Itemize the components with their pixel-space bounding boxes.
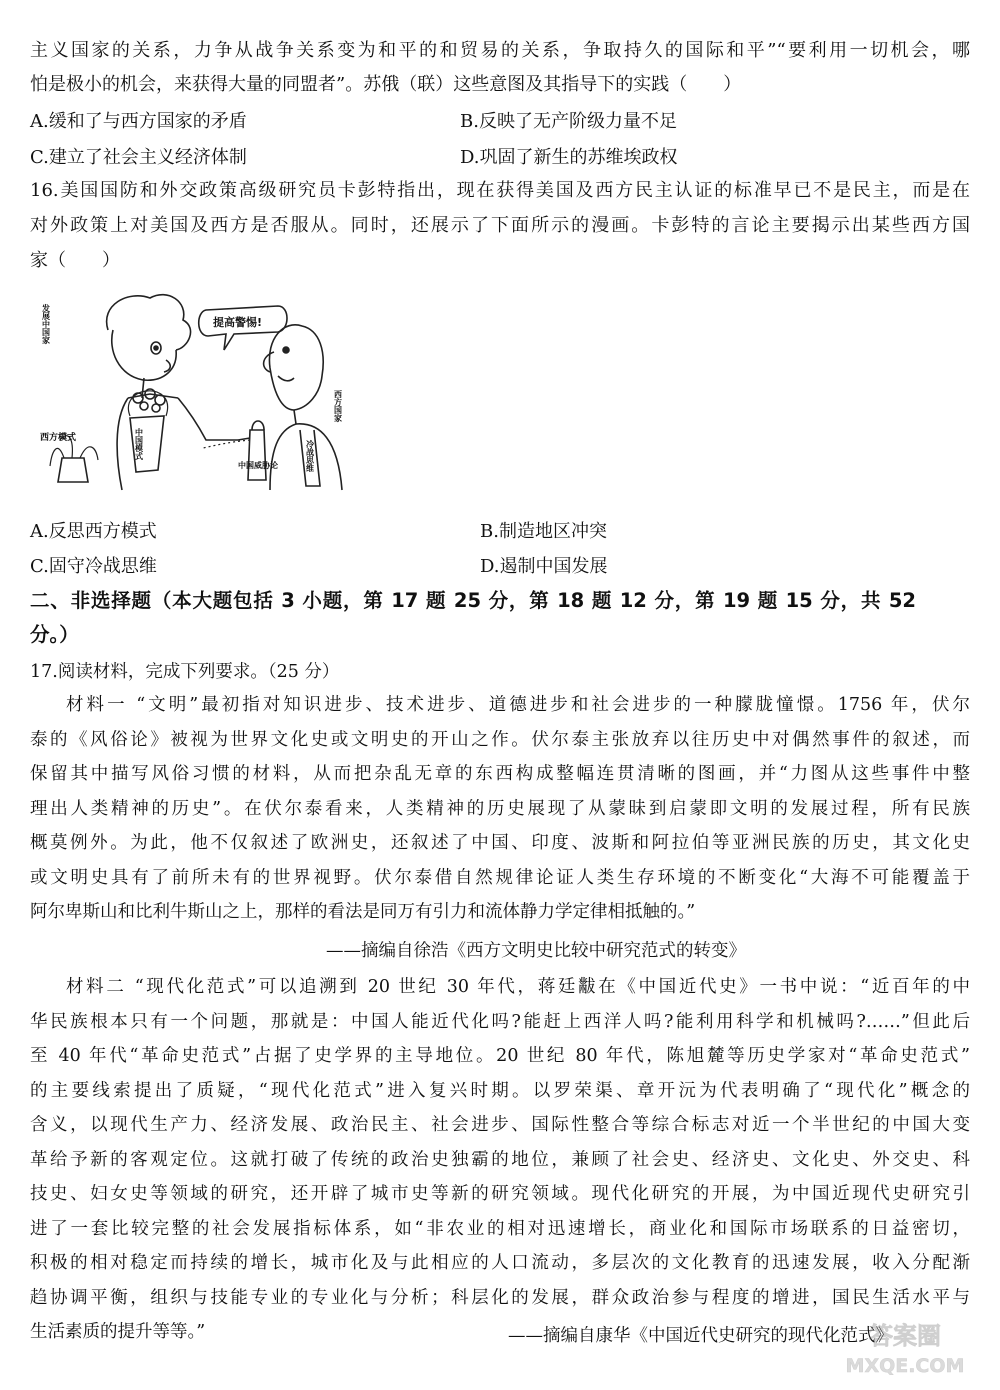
q15-option-b: B.反映了无产阶级力量不足 xyxy=(460,111,677,132)
material1-line: 或文明史具有了前所未有的世界视野。伏尔泰借自然规律论证人类生存环境的不断变化“大海不可能覆盖于 xyxy=(30,867,970,888)
material1-line: 泰的《风俗论》被视为世界文化史或文明史的开山之作。伏尔泰主张放弃以往历史中对偶然事件的叙述，而 xyxy=(30,729,970,750)
label-cold-war-mind: 冷战思维 xyxy=(305,440,315,472)
material2-line: 至 40 年代“革命史范式”占据了史学界的主导地位。20 世纪 80 年代，陈旭麓等历史学家对“革命史范式” xyxy=(30,1046,970,1066)
material1-line: 概莫例外。为此，他不仅叙述了欧洲史，还叙述了中国、印度、波斯和阿拉伯等亚洲民族的历史，其文化史 xyxy=(30,833,970,853)
material2-line: 进了一套比较完整的社会发展指标体系，如“非农业的相对迅速增长，商业化和国际市场联系的日益密切， xyxy=(30,1218,970,1239)
section2-heading-line-1: 二、非选择题（本大题包括 3 小题，第 17 题 25 分，第 18 题 12 分，第 19 题 15 分，共 52 xyxy=(30,589,916,612)
material1-source: ——摘编自徐浩《西方文明史比较中研究范式的转变》 xyxy=(326,941,746,961)
material1-line: 理出人类精神的历史”。在伏尔泰看来，人类精神的历史展现了从蒙昧到启蒙即文明的发展过程，所有民族 xyxy=(30,798,970,819)
q15-line-1: 主义国家的关系，力争从战争关系变为和平的和贸易的关系，争取持久的国际和平”“要利用一切机会，哪 xyxy=(30,40,970,61)
label-developing-country: 发展中国家 xyxy=(41,304,51,344)
q17-material-2 xyxy=(30,970,970,1350)
material2-line: 含义，以现代生产力、经济发展、政治民主、社会进步、国际性整合等综合标志对近一个半世纪的中国大变 xyxy=(30,1115,970,1135)
political-cartoon xyxy=(38,290,378,500)
q16-option-d: D.遏制中国发展 xyxy=(480,556,608,577)
material2-line: 技史、妇女史等领域的研究，还开辟了城市史等新的研究领域。现代化研究的开展，为中国近现代史研究引 xyxy=(30,1184,970,1204)
material2-source: ——摘编自康华《中国近代史研究的现代化范式》 xyxy=(508,1326,893,1346)
material2-line: 生活素质的提升等等。” xyxy=(30,1322,206,1342)
site-watermark-logo xyxy=(820,1316,990,1380)
material1-line: 材料一 “文明”最初指对知识进步、技术进步、道德进步和社会进步的一种朦胧憧憬。1756 年，伏尔 xyxy=(66,695,970,715)
material2-line: 的主要线索提出了质疑，“现代化范式”进入复兴时期。以罗荣渠、章开沅为代表明确了“现代化”概念的 xyxy=(30,1080,970,1101)
q17-material-1 xyxy=(30,688,970,930)
q16-option-b: B.制造地区冲突 xyxy=(480,521,607,542)
label-west-model: 西方模式 xyxy=(40,433,77,443)
q15-option-a: A.缓和了与西方国家的矛盾 xyxy=(30,111,247,132)
q16-line-1: 16.美国国防和外交政策高级研究员卡彭特指出，现在获得美国及西方民主认证的标准早已不是民主，而是在 xyxy=(30,180,970,201)
q16-option-c: C.固守冷战思维 xyxy=(30,556,157,577)
speech-text: 提高警惕! xyxy=(213,316,263,329)
material2-line: 趋协调平衡，组织与技能专业的专业化与分析；科层化的发展，群众政治参与程度的增进，国民生活水平与 xyxy=(30,1287,970,1308)
q17-title: 17.阅读材料，完成下列要求。（25 分） xyxy=(30,662,340,682)
q16-line-2: 对外政策上对美国及西方是否服从。同时，还展示了下面所示的漫画。卡彭特的言论主要揭示出某些西方国 xyxy=(30,215,970,236)
material1-line: 保留其中描写风俗习惯的材料，从而把杂乱无章的东西构成整幅连贯清晰的图画，并“力图从这些事件中整 xyxy=(30,764,970,784)
label-china-model: 中国模式 xyxy=(134,428,144,460)
q16-line-3: 家（ ） xyxy=(30,250,120,271)
q15-option-c: C.建立了社会主义经济体制 xyxy=(30,147,247,168)
q16-option-a: A.反思西方模式 xyxy=(30,521,157,542)
label-west-country: 西方国家 xyxy=(333,390,343,422)
material1-line: 阿尔卑斯山和比利牛斯山之上，那样的看法是同万有引力和流体静力学定律相抵触的。” xyxy=(30,902,696,922)
material2-line: 革给予新的客观定位。这就打破了传统的政治史独霸的地位，兼顾了社会史、经济史、文化史、外交史、科 xyxy=(30,1149,970,1170)
material2-line: 材料二 “现代化范式”可以追溯到 20 世纪 30 年代，蒋廷黻在《中国近代史》一书中说：“近百年的中 xyxy=(66,977,970,997)
q15-option-d: D.巩固了新生的苏维埃政权 xyxy=(460,147,678,168)
svg-text:MXQE.COM: MXQE.COM xyxy=(845,1355,965,1377)
section2-heading-line-2: 分。） xyxy=(30,623,79,646)
material2-line: 华民族根本只有一个问题，那就是：中国人能近代化吗?能赶上西洋人吗?能利用科学和机械吗?……”但此后 xyxy=(30,1011,970,1032)
q15-line-2: 怕是极小的机会，来获得大量的同盟者”。苏俄（联）这些意图及其指导下的实践（ ） xyxy=(30,74,742,95)
material2-line: 积极的相对稳定而持续的增长，城市化及与此相应的人口流动，多层次的文化教育的迅速发展，收入分配渐 xyxy=(30,1253,970,1273)
label-china-threat: 中国威胁论 xyxy=(238,461,278,470)
svg-text:答案圈: 答案圈 xyxy=(869,1322,941,1350)
